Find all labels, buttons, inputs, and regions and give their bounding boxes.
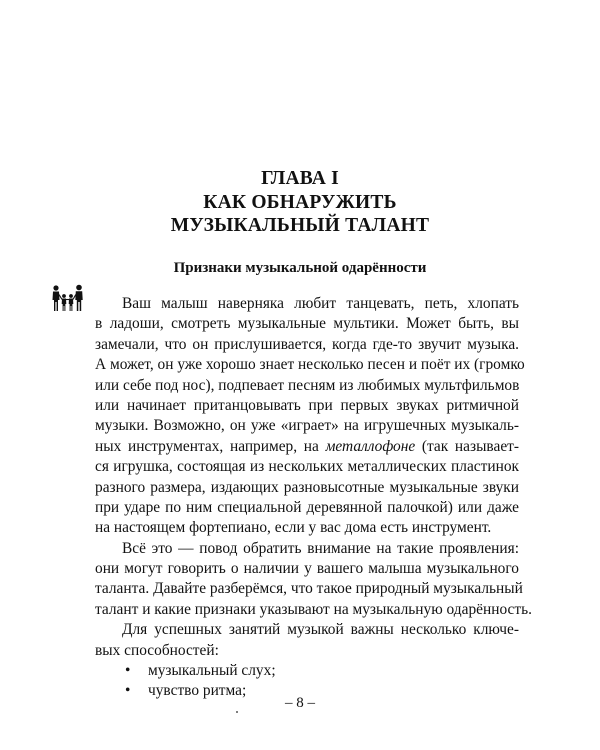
text-line: на настоящем фортепиано, если у вас дома есть инструмент.: [95, 519, 492, 537]
paragraph-1: [95, 294, 525, 539]
text-line: ся игрушка, состоящая из нескольких металлических пластинок: [95, 458, 519, 476]
text-line: или начинает пританцовывать при первых звуках ритмичной: [95, 396, 519, 414]
chapter-heading: [0, 167, 600, 238]
text-line: Всё это — повод обратить внимание на такие проявления:: [122, 539, 519, 557]
text-line: Ваш малыш наверняка любит танцевать, петь, хлопать: [122, 295, 519, 312]
bullet-marker: •: [125, 662, 131, 680]
text-line: при ударе по ним специальной деревянной палочкой) или даже: [95, 498, 519, 516]
text-line: или себе под нос), подпевает песням из любимых мультфильмов: [95, 376, 520, 394]
chapter-title-line-1: КАК ОБНАРУЖИТЬ: [203, 191, 397, 213]
list-item-text: чувство ритма;: [148, 682, 247, 700]
text-line: А может, он уже хорошо знает несколько песен и поёт их (громко: [95, 356, 525, 374]
chapter-number: ГЛАВА I: [261, 168, 339, 189]
paragraph-3: [95, 620, 519, 661]
page-number: – 8 –: [285, 695, 315, 711]
body-text: [95, 294, 532, 702]
section-title: Признаки музыкальной одарённости: [173, 260, 427, 276]
text-line: они могут говорить о наличии у вашего малыша музыкального: [95, 560, 519, 578]
text-line: замечали, что он прислушивается, когда где-то звучит музыка.: [95, 335, 519, 353]
list-item: [95, 661, 519, 681]
list-item-text: музыкальный слух;: [148, 662, 276, 680]
chapter-title-line-2: МУЗЫКАЛЬНЫЙ ТАЛАНТ: [170, 215, 430, 236]
text-segment: ных инструментах, например, на: [95, 437, 326, 455]
text-line: Для успешных занятий музыкой важны несколько ключе-: [122, 621, 519, 639]
text-line: музыки. Возможно, он уже «играет» на игрушечных музыкаль-: [95, 417, 519, 435]
text-line: талант и какие признаки указывают на музыкальную одарённость.: [95, 600, 532, 618]
text-line: разного размера, издающих разновысотные музыкальные звуки: [95, 478, 519, 496]
text-line: таланта. Давайте разберёмся, что такое природный музыкальный: [95, 580, 523, 598]
text-line: [95, 437, 519, 457]
text-line: в ладоши, смотреть музыкальные мультики. Может быть, вы: [95, 315, 519, 333]
print-speck: [236, 711, 238, 713]
emphasized-term: металлофоне: [325, 437, 416, 455]
text-line: вых способностей:: [95, 641, 219, 659]
bullet-marker: •: [125, 682, 131, 700]
text-segment: (так называет-: [415, 437, 519, 455]
paragraph-2: [95, 539, 532, 621]
family-icon: [47, 283, 87, 313]
